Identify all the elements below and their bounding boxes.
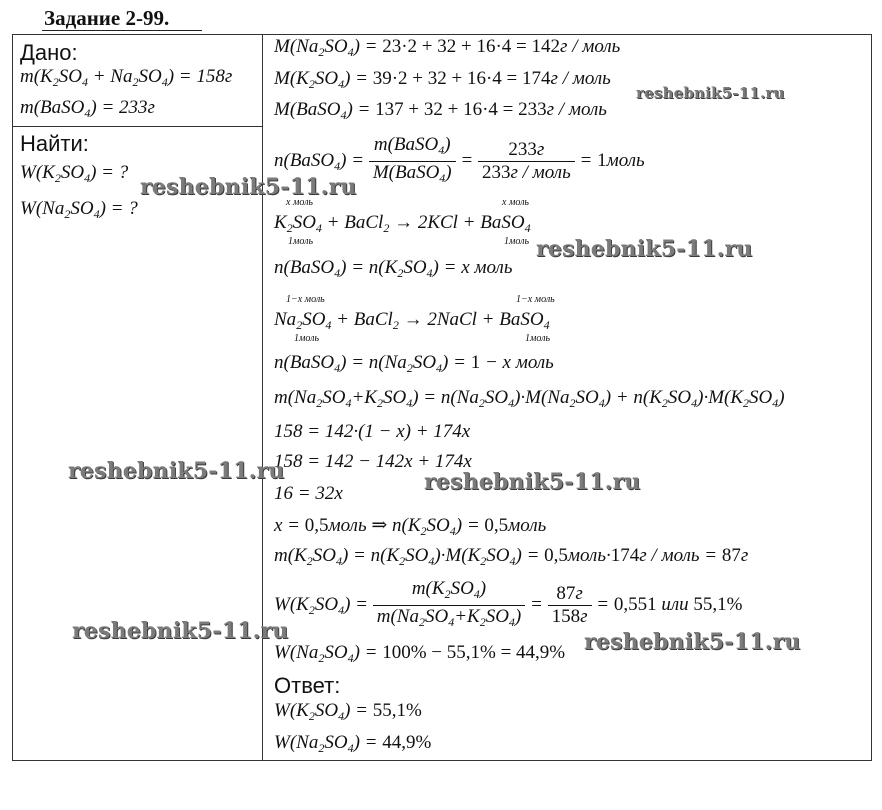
mass-equation: $m(Na_2SO_4+K_2SO_4) = n(Na_2SO_4)\cdot M(Na_2SO_4) + n(K_2SO_4)\cdot M(K_2SO_4)$ [274,387,785,410]
reaction2-top-right: 1−x моль [516,294,555,305]
given-line-2: m(BaSO$_4$) = 233г [20,97,155,120]
moles-equality-1: n(BaSO$_4$) = $n(K_2SO_4) = x$ моль [274,257,513,280]
reaction1-bottom-right: 1моль [504,236,530,247]
answer-line-1: $W(K_2SO_4) = 55,1\%$ [274,700,422,723]
x-value: x = 0,5моль ⇒ $n(K_2SO_4)$ = 0,5моль [274,515,547,538]
answer-label: Ответ: [274,673,341,698]
watermark-7: reshebnik5-11.ru [584,629,801,655]
answer-line-2: $W(Na_2SO_4) = 44,9\%$ [274,732,432,755]
equation-1: 158 = 142·(1 − x) + 174x [274,421,471,442]
moles-baso4: n(BaSO$_4$) = $\frac{m(BaSO_4)}{M(BaSO_4)}$ = $\frac{233г}{\text{233г / моль}}$ = 1моль [274,134,645,185]
equation-3: 16 = 32x [274,483,343,504]
title-underline [42,30,202,31]
reaction-2: $Na_2SO_4$ + BaCl$_2$ → 2NaCl + BaSO$_4$ [274,309,550,332]
watermark-4: reshebnik5-11.ru [68,458,285,484]
molar-mass-baso4: M(BaSO$_4$) = 137 + 32 + 16·4 = 233г / моль [274,99,607,122]
equation-2: 158 = 142 − 142x + 174x [274,451,472,472]
watermark-3: reshebnik5-11.ru [536,236,753,262]
reaction-1: $K_2SO_4$ + BaCl$_2$ → 2KCl + BaSO$_4$ [274,212,531,235]
reaction1-top-right: x моль [502,197,529,208]
molar-mass-k2so4: $M(K_2SO_4) = 39\cdot 2 + 32 + 16\cdot 4 = 174г$ / моль [274,68,611,91]
watermark-5: reshebnik5-11.ru [424,469,641,495]
moles-equality-2: n(BaSO$_4$) = $n(Na_2SO_4) = 1 - x$ моль [274,352,554,375]
fraction-k2so4-calc: $W(K_2SO_4)$ = $\frac{m(K_2SO_4)}{m(Na_2SO_4+K_2SO_4)}$ = $\frac{87г}{158г}$ = 0,551 или 55,1% [274,578,743,629]
reaction2-bottom-right: 1моль [525,333,551,344]
fraction-na2so4-calc: $W(Na_2SO_4) = 100\% - 55,1\% = 44,9\%$ [274,642,566,665]
given-line-1: $m(K_2SO_4 + Na_2SO_4) = 158г$ [20,66,233,89]
mass-k2so4-calc: $m(K_2SO_4) = n(K_2SO_4)\cdot M(K_2SO_4)$ = 0,5моль·174г / моль = 87г [274,545,749,568]
find-label: Найти: [20,131,89,156]
task-title: Задание 2-99. [44,6,170,30]
watermark-1: reshebnik5-11.ru [636,84,785,102]
column-divider [262,34,263,761]
reaction1-bottom-left: 1моль [288,236,314,247]
watermark-6: reshebnik5-11.ru [72,618,289,644]
watermark-2: reshebnik5-11.ru [140,174,357,200]
reaction2-bottom-left: 1моль [294,333,320,344]
find-line-1: $W(K_2SO_4)$ = ? [20,162,129,185]
given-label: Дано: [20,40,78,65]
molar-mass-na2so4: $M(Na_2SO_4) = 23\cdot 2 + 32 + 16\cdot 4 = 142г$ / моль [274,36,621,59]
reaction1-top-left: x моль [286,197,313,208]
given-find-divider [12,126,262,127]
reaction2-top-left: 1−x моль [286,294,325,305]
find-line-2: $W(Na_2SO_4)$ = ? [20,198,138,221]
